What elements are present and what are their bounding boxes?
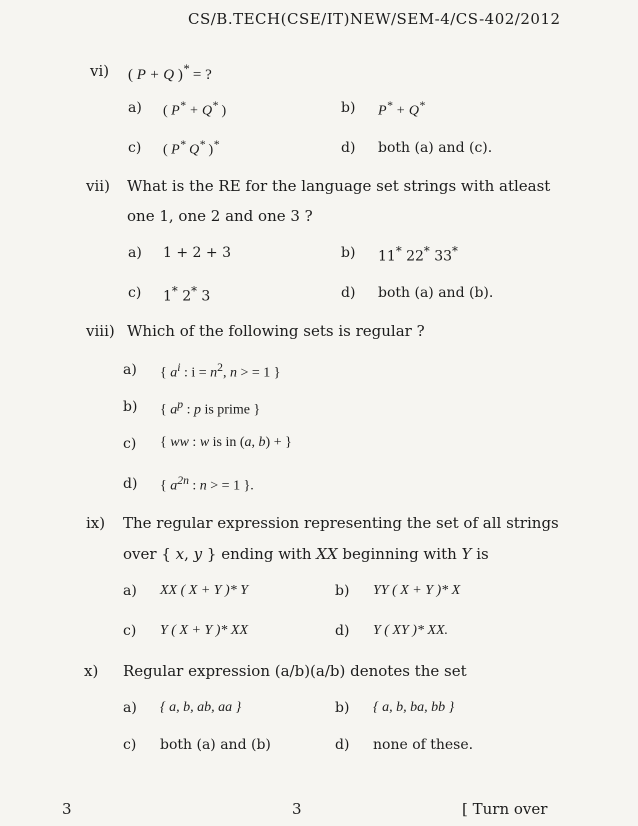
option-label: a) [123, 700, 137, 716]
option-text: P* + Q* [378, 99, 425, 119]
option-label: a) [123, 583, 137, 599]
option-label: b) [335, 700, 350, 716]
question-text: ( P + Q )* = ? [128, 62, 212, 83]
option-label: a) [123, 362, 137, 378]
option-text: ( P* + Q* ) [163, 99, 227, 119]
question-number: x) [84, 662, 99, 680]
option-text: ( P* Q* )* [163, 138, 220, 158]
option-text: both (a) and (b). [378, 285, 494, 301]
option-label: b) [341, 100, 356, 116]
footer-left-mark: 3 [62, 800, 72, 818]
option-label: c) [128, 285, 142, 301]
option-text: Y ( X + Y )* XX [160, 623, 248, 638]
question-number: viii) [86, 322, 115, 340]
question-text: Which of the following sets is regular ? [127, 322, 425, 340]
option-text: { $a^p$ : p is prime } [160, 398, 261, 418]
page-header: CS/B.TECH(CSE/IT)NEW/SEM-4/CS-402/2012 [188, 10, 561, 28]
option-label: a) [128, 100, 142, 116]
option-text: { a, b, ba, bb } [373, 700, 455, 715]
option-text: { $a^{2n}$ : n > = 1 }. [160, 474, 254, 494]
page-number: 3 [292, 800, 302, 818]
option-label: d) [341, 140, 356, 156]
turn-over-note: [ Turn over [462, 800, 548, 818]
option-text: 1 + 2 + 3 [163, 245, 231, 261]
question-text: What is the RE for the language set strings with atleast [127, 177, 551, 195]
option-label: c) [123, 737, 137, 753]
question-number: ix) [86, 514, 106, 532]
option-text: { ww : w is in (a, b) + } [160, 435, 292, 450]
option-label: d) [335, 737, 350, 753]
option-label: d) [341, 285, 356, 301]
option-text: YY ( X + Y )* X [373, 583, 461, 598]
option-label: a) [128, 245, 142, 261]
option-text: XX ( X + Y )* Y [160, 583, 248, 598]
option-text: 1* 2* 3 [163, 284, 211, 305]
question-text: over { x, y } ending with XX beginning with Y is [123, 545, 489, 563]
option-text: none of these. [373, 737, 474, 753]
option-label: c) [123, 623, 137, 639]
option-label: b) [123, 399, 138, 415]
option-text: { a, b, ab, aa } [160, 700, 242, 715]
question-number: vi) [90, 62, 110, 80]
option-text: 11* 22* 33* [378, 244, 458, 265]
option-label: d) [335, 623, 350, 639]
option-text: Y ( XY )* XX. [373, 623, 449, 638]
option-text: both (a) and (b) [160, 737, 271, 753]
question-text: Regular expression (a/b)(a/b) denotes the set [123, 662, 467, 680]
question-number: vii) [86, 177, 110, 195]
question-text: The regular expression representing the set of all strings [123, 514, 559, 532]
option-text: both (a) and (c). [378, 140, 493, 156]
option-label: c) [123, 436, 137, 452]
option-label: b) [341, 245, 356, 261]
option-text: { $a^i$ : $i = n^2$, n > = 1 } [160, 361, 281, 381]
option-label: c) [128, 140, 142, 156]
option-label: b) [335, 583, 350, 599]
option-label: d) [123, 476, 138, 492]
question-text: one 1, one 2 and one 3 ? [127, 207, 313, 225]
